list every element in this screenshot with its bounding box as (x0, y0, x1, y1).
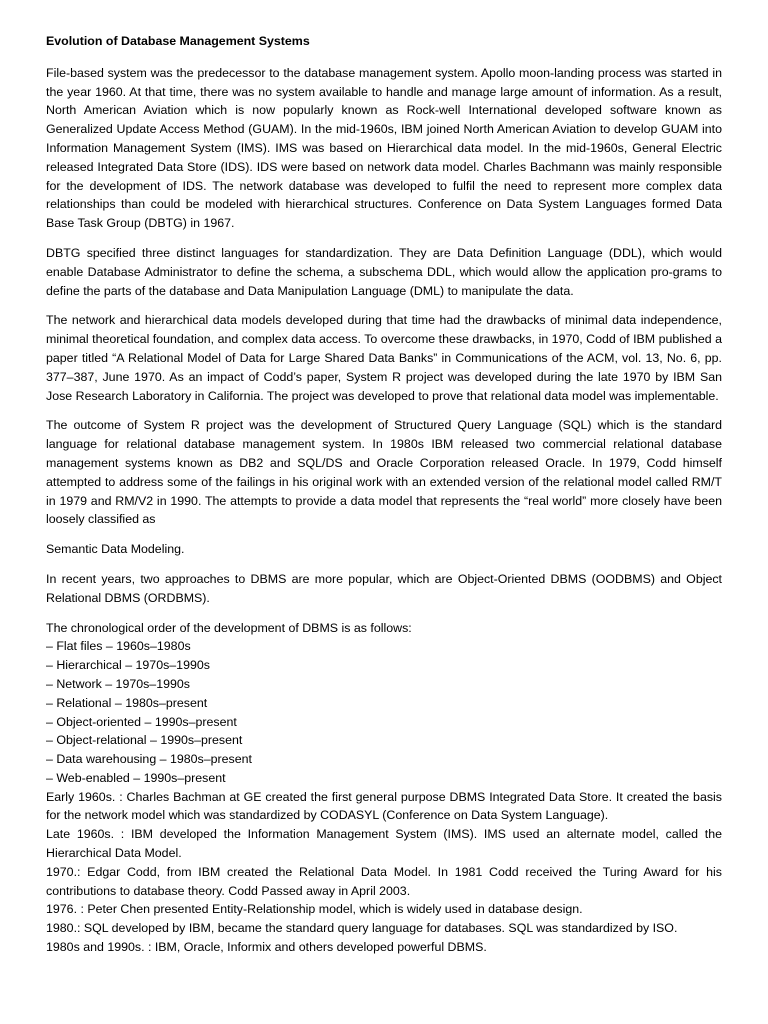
timeline-entry: 1980.: SQL developed by IBM, became the standard query language for databases. SQL was standardized by ISO. (46, 921, 678, 936)
paragraph-history: File-based system was the predecessor to the database management system. Apollo moon-landing process was started in the year 1960. At that time, there was no system available to handle and manage large amount of information. As a result, North American Aviation which is now popularly known as Rock-well International developed software known as Generalized Update Access Method (GUAM). In the mid-1960s, IBM joined North American Aviation to develop GUAM into Information Management System (IMS). IMS was based on Hierarchical data model. In the mid-1960s, General Electric released Integrated Data Store (IDS). IDS were based on network data model. Charles Bachmann was mainly responsible for the development of IDS. The network database was developed to fulfil the need to represent more complex data relationships than could be modeled with hierarchical structures. Conference on Data System Languages formed Data Base Task Group (DBTG) in 1967. (46, 65, 722, 231)
timeline-entry: Late 1960s. : IBM developed the Information Management System (IMS). IMS used an alternate model, called the Hierarchical Data Model. (46, 827, 722, 861)
timeline (46, 788, 722, 957)
list-item: – Web-enabled – 1990s–present (46, 770, 226, 785)
list-item: – Object-oriented – 1990s–present (46, 714, 237, 729)
paragraph-relational-model: The network and hierarchical data models developed during that time had the drawbacks of minimal data independence, minimal theoretical foundation, and complex data access. To overcome these drawbacks, in 1970, Codd of IBM published a paper titled “A Relational Model of Data for Large Shared Data Banks” in Communications of the ACM, vol. 13, No. 6, pp. 377–387, June 1970. As an impact of Codd’s paper, System R project was developed during the late 1970 by IBM San Jose Research Laboratory in California. The project was developed to prove that relational data model was implementable. (46, 313, 722, 403)
semantic-data-modeling-heading: Semantic Data Modeling. (46, 542, 185, 557)
timeline-entry: 1980s and 1990s. : IBM, Oracle, Informix and others developed powerful DBMS. (46, 940, 487, 955)
timeline-entry: 1976. : Peter Chen presented Entity-Relationship model, which is widely used in database design. (46, 902, 583, 917)
timeline-entry: 1970.: Edgar Codd, from IBM created the Relational Data Model. In 1981 Codd received the Turing Award for his contributions to database theory. Codd Passed away in April 2003. (46, 864, 722, 898)
chronology-list (46, 637, 722, 787)
paragraph-system-r: The outcome of System R project was the development of Structured Query Language (SQL) which is the standard language for relational database management system. In 1980s IBM released two commercial relational database management systems known as DB2 and SQL/DS and Oracle Corporation released Oracle. In 1979, Codd himself attempted to address some of the failings in his original work with an extended version of the relational model called RM/T in 1979 and RM/V2 in 1990. The attempts to provide a data model that represents the “real world” more closely have been loosely classified as (46, 418, 722, 527)
document-title: Evolution of Database Management Systems (46, 34, 310, 48)
list-item: – Network – 1970s–1990s (46, 676, 190, 691)
document-page (46, 32, 722, 957)
paragraph-recent-approaches: In recent years, two approaches to DBMS are more popular, which are Object-Oriented DBMS (OODBMS) and Object Relational DBMS (ORDBMS). (46, 571, 722, 605)
list-item: – Relational – 1980s–present (46, 695, 208, 710)
list-item: – Data warehousing – 1980s–present (46, 752, 252, 767)
list-item: – Object-relational – 1990s–present (46, 733, 243, 748)
chronology-intro: The chronological order of the development of DBMS is as follows: (46, 620, 412, 635)
list-item: – Hierarchical – 1970s–1990s (46, 658, 210, 673)
timeline-entry: Early 1960s. : Charles Bachman at GE created the first general purpose DBMS Integrated Data Store. It created the basis for the network model which was standardized by CODASYL (Conference on Data System Language). (46, 789, 722, 823)
paragraph-dbtg: DBTG specified three distinct languages for standardization. They are Data Definition Language (DDL), which would enable Database Administrator to define the schema, a subschema DDL, which would allow the application pro-grams to define the parts of the database and Data Manipulation Language (DML) to manipulate the data. (46, 245, 722, 298)
list-item: – Flat files – 1960s–1980s (46, 639, 191, 654)
